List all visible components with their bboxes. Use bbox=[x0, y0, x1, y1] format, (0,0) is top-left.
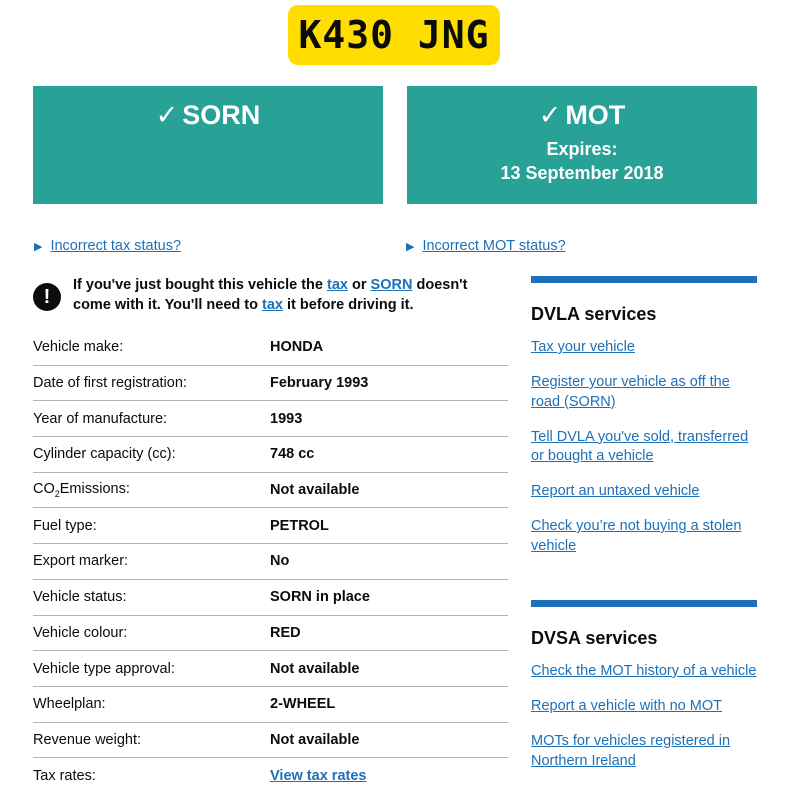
detail-row-colour: Vehicle colour: RED bbox=[33, 616, 508, 652]
detail-row-first-registration: Date of first registration: February 1993 bbox=[33, 366, 508, 402]
detail-row-cylinder: Cylinder capacity (cc): 748 cc bbox=[33, 437, 508, 473]
detail-row-wheelplan: Wheelplan: 2-WHEEL bbox=[33, 687, 508, 723]
incorrect-mot-status-link[interactable]: Incorrect MOT status? bbox=[422, 238, 566, 254]
register-sorn-link[interactable]: Register your vehicle as off the road (SORN) bbox=[531, 374, 730, 410]
vehicle-details-list bbox=[33, 330, 508, 794]
view-tax-rates-link[interactable]: View tax rates bbox=[270, 768, 367, 785]
dvsa-services-panel bbox=[531, 600, 757, 787]
tell-dvla-sold-link[interactable]: Tell DVLA you've sold, transferred or bought a vehicle bbox=[531, 428, 749, 464]
mot-status-title bbox=[407, 100, 757, 131]
mot-expiry-date: 13 September 2018 bbox=[500, 163, 664, 183]
sorn-link[interactable]: SORN bbox=[370, 277, 413, 293]
mot-status-panel bbox=[407, 86, 757, 204]
dvsa-services-heading: DVSA services bbox=[531, 628, 658, 648]
tax-link-2[interactable]: tax bbox=[262, 297, 283, 313]
check-stolen-link[interactable]: Check you’re not buying a stolen vehicle bbox=[531, 518, 742, 554]
warning-text: If you've just bought this vehicle the tax or SORN doesn't come with it. You'll need to tax it before driving it. bbox=[73, 277, 468, 313]
check-icon: ✓ bbox=[155, 100, 179, 130]
registration-plate: K430 JNG bbox=[288, 5, 500, 65]
list-item bbox=[531, 373, 757, 412]
triangle-right-icon: ▶ bbox=[406, 240, 415, 253]
detail-row-revenue-weight: Revenue weight: Not available bbox=[33, 723, 508, 759]
report-no-mot-link[interactable]: Report a vehicle with no MOT bbox=[531, 698, 722, 714]
detail-row-make: Vehicle make: HONDA bbox=[33, 330, 508, 366]
incorrect-tax-status-link[interactable]: Incorrect tax status? bbox=[50, 238, 182, 254]
mot-expires-label: Expires: bbox=[546, 139, 618, 159]
sorn-label: SORN bbox=[182, 100, 261, 130]
incorrect-mot-status-toggle[interactable] bbox=[406, 238, 566, 254]
triangle-right-icon: ▶ bbox=[34, 240, 43, 253]
incorrect-tax-status-toggle[interactable] bbox=[34, 238, 181, 254]
detail-row-export: Export marker: No bbox=[33, 544, 508, 580]
section-divider bbox=[531, 276, 757, 283]
section-divider bbox=[531, 600, 757, 607]
detail-row-fuel: Fuel type: PETROL bbox=[33, 508, 508, 544]
list-item bbox=[531, 428, 757, 467]
dvla-services-heading: DVLA services bbox=[531, 304, 657, 324]
warning-notice bbox=[33, 275, 503, 315]
tax-your-vehicle-link[interactable]: Tax your vehicle bbox=[531, 339, 635, 355]
detail-row-co2: $CO_2Emissions$: Not available bbox=[33, 473, 508, 509]
sorn-status-title bbox=[33, 100, 383, 131]
detail-row-year: Year of manufacture: 1993 bbox=[33, 401, 508, 437]
detail-row-tax-rates: Tax rates: View tax rates bbox=[33, 768, 367, 785]
mots-northern-ireland-link[interactable]: MOTs for vehicles registered in Northern Ireland bbox=[531, 733, 731, 769]
mot-history-link[interactable]: Check the MOT history of a vehicle bbox=[531, 663, 757, 679]
list-item bbox=[531, 732, 757, 771]
dvsa-services-list bbox=[531, 662, 757, 771]
list-item bbox=[531, 517, 757, 556]
dvla-services-list bbox=[531, 338, 757, 556]
detail-row-type-approval: Vehicle type approval: Not available bbox=[33, 651, 508, 687]
tax-link[interactable]: tax bbox=[327, 277, 348, 293]
list-item bbox=[531, 482, 757, 502]
mot-label: MOT bbox=[565, 100, 626, 130]
list-item bbox=[531, 662, 757, 682]
sorn-status-panel bbox=[33, 86, 383, 204]
exclamation-icon: ! bbox=[33, 283, 61, 311]
check-icon: ✓ bbox=[538, 100, 562, 130]
report-untaxed-link[interactable]: Report an untaxed vehicle bbox=[531, 483, 700, 499]
list-item bbox=[531, 697, 757, 717]
detail-row-status: Vehicle status: SORN in place bbox=[33, 580, 508, 616]
list-item bbox=[531, 338, 757, 358]
dvla-services-panel bbox=[531, 276, 757, 572]
